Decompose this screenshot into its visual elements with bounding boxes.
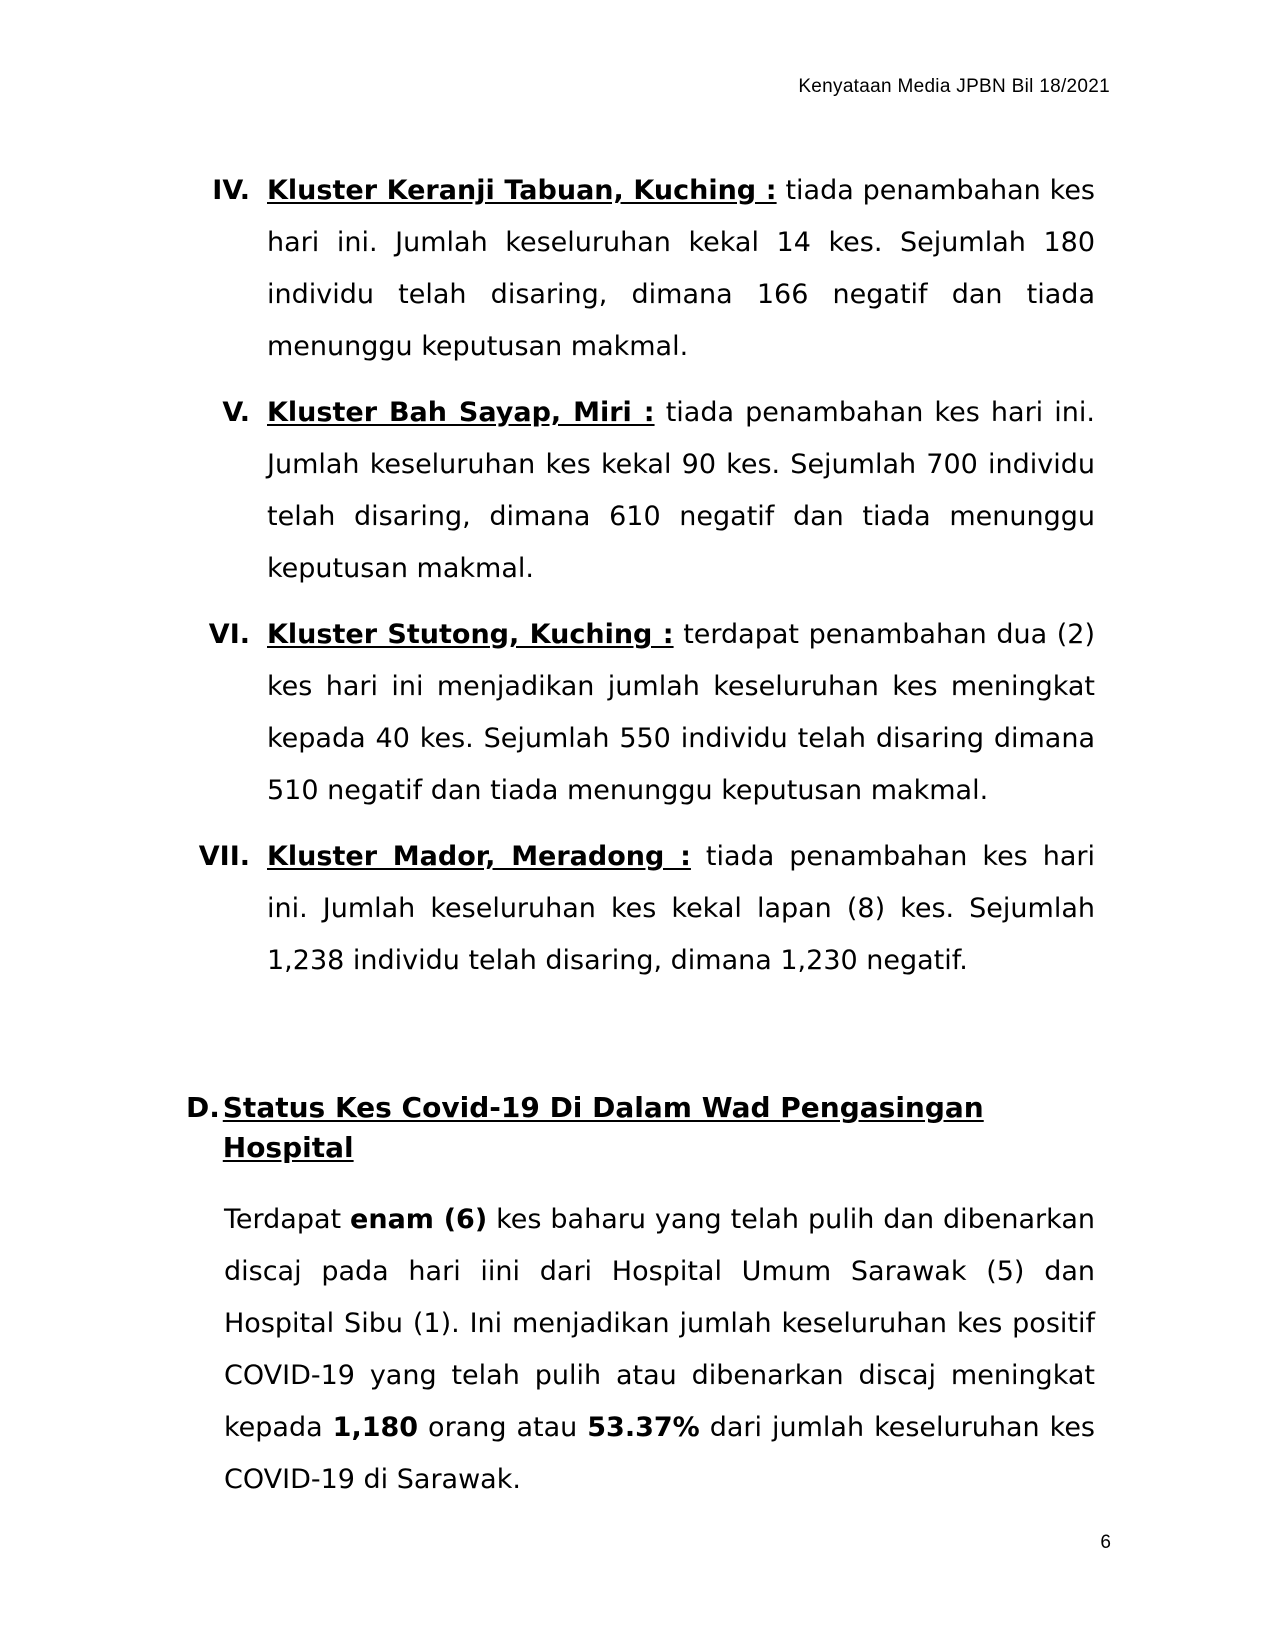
para-text: orang atau xyxy=(418,1412,588,1443)
list-numeral: V. xyxy=(222,397,250,428)
para-text: kes baharu yang telah pulih dan dibenarkan discaj pada hari iini dari Hospital Umum Sarawak (5) dan Hospital Sibu (1). Ini menjadikan jumlah keseluruhan kes positif COVID-19 yang telah pulih atau dibenarkan discaj meningkat kepada xyxy=(224,1204,1095,1443)
cluster-item-mador xyxy=(190,831,1095,987)
cluster-text xyxy=(267,831,1095,987)
section-d xyxy=(186,1088,1095,1506)
cluster-title: Kluster Bah Sayap, Miri : xyxy=(267,397,655,428)
cluster-list xyxy=(190,165,1095,1001)
cluster-text xyxy=(267,387,1095,595)
para-bold-count: enam (6) xyxy=(350,1204,488,1235)
para-bold-percent: 53.37% xyxy=(587,1412,700,1443)
cluster-item-keranji-tabuan xyxy=(190,165,1095,373)
section-title: Status Kes Covid-19 Di Dalam Wad Pengasingan Hospital xyxy=(222,1091,984,1164)
cluster-title: Kluster Keranji Tabuan, Kuching : xyxy=(267,175,777,206)
list-numeral: VI. xyxy=(208,619,250,650)
cluster-title: Kluster Stutong, Kuching : xyxy=(267,619,674,650)
cluster-body: terdapat penambahan dua (2) kes hari ini menjadikan jumlah keseluruhan kes meningkat kepada 40 kes. Sejumlah 550 individu telah disaring dimana 510 negatif dan tiada menunggu keputusan makmal. xyxy=(267,619,1095,806)
cluster-title: Kluster Mador, Meradong : xyxy=(267,841,691,872)
para-text: Terdapat xyxy=(224,1204,351,1235)
cluster-body: tiada penambahan kes hari ini. Jumlah keseluruhan kekal 14 kes. Sejumlah 180 individu telah disaring, dimana 166 negatif dan tiada menunggu keputusan makmal. xyxy=(267,175,1095,362)
list-numeral: IV. xyxy=(212,175,250,206)
list-numeral: VII. xyxy=(198,841,250,872)
page-number: 6 xyxy=(1100,1532,1111,1553)
section-heading xyxy=(186,1088,1095,1168)
para-text: dari jumlah keseluruhan kes COVID-19 di Sarawak. xyxy=(224,1412,1095,1495)
cluster-text xyxy=(267,165,1095,373)
section-letter: D. xyxy=(186,1091,220,1124)
cluster-body: tiada penambahan kes hari ini. Jumlah keseluruhan kes kekal 90 kes. Sejumlah 700 individu telah disaring, dimana 610 negatif dan tiada menunggu keputusan makmal. xyxy=(267,397,1096,584)
section-paragraph xyxy=(224,1194,1095,1506)
cluster-body: tiada penambahan kes hari ini. Jumlah keseluruhan kes kekal lapan (8) kes. Sejumlah 1,238 individu telah disaring, dimana 1,230 negatif. xyxy=(267,841,1095,976)
cluster-item-stutong xyxy=(190,609,1095,817)
para-bold-total: 1,180 xyxy=(332,1412,419,1443)
page-header: Kenyataan Media JPBN Bil 18/2021 xyxy=(798,76,1110,97)
cluster-item-bah-sayap xyxy=(190,387,1095,595)
cluster-text xyxy=(267,609,1095,817)
